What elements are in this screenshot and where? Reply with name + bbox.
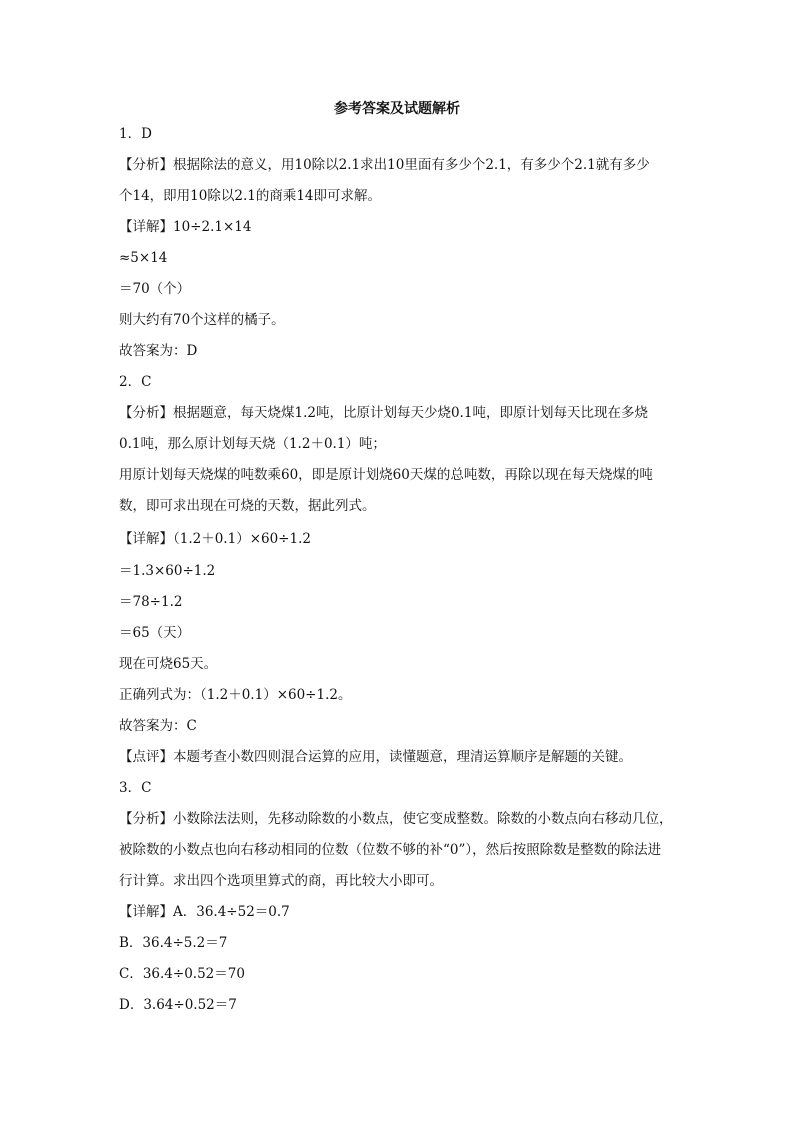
page-title: 参考答案及试题解析 — [334, 101, 460, 117]
answer-3-detail-option-a: 【详解】A．36.4÷52＝0.7 — [119, 904, 290, 920]
answer-1-conclusion: 则大约有70个这样的橘子。 — [119, 312, 285, 328]
answer-2-detail-line-4: ＝65（天） — [119, 625, 191, 641]
answer-2-detail-line-2: ＝1.3×60÷1.2 — [119, 563, 216, 579]
answer-2-correct-formula: 正确列式为：（1.2＋0.1）×60÷1.2。 — [119, 687, 352, 703]
answer-3-detail-option-b: B．36.4÷5.2＝7 — [119, 935, 228, 951]
answer-2-conclusion: 现在可烧65天。 — [119, 656, 218, 672]
answer-2-final: 故答案为：C — [119, 718, 197, 734]
answer-1-detail-line-2: ≈5×14 — [119, 250, 168, 266]
answer-3-detail-option-d: D．3.64÷0.52＝7 — [119, 997, 237, 1013]
answer-1-final: 故答案为：D — [119, 343, 198, 359]
answer-1-analysis-line-1: 【分析】根据除法的意义，用10除以2.1求出10里面有多少个2.1，有多少个2.1就有多少 — [119, 157, 650, 173]
answer-1-analysis-line-2: 个14，即用10除以2.1的商乘14即可求解。 — [119, 188, 382, 204]
answer-2-detail-line-1: 【详解】（1.2＋0.1）×60÷1.2 — [119, 531, 311, 547]
answer-3-analysis-line-3: 行计算。求出四个选项里算式的商，再比较大小即可。 — [119, 873, 443, 889]
answer-3-analysis-line-1: 【分析】小数除法法则，先移动除数的小数点，使它变成整数。除数的小数点向右移动几位， — [119, 811, 673, 827]
answer-2-analysis-line-4: 数，即可求出现在可烧的天数，据此列式。 — [119, 498, 376, 514]
answer-2-analysis-line-2: 0.1吨，那么原计划每天烧（1.2＋0.1）吨； — [119, 436, 386, 452]
answer-1-heading: 1．D — [119, 126, 152, 142]
answer-2-comment: 【点评】本题考查小数四则混合运算的应用，读懂题意，理清运算顺序是解题的关键。 — [119, 749, 632, 765]
answer-2-heading: 2．C — [119, 374, 152, 390]
answer-2-analysis-line-1: 【分析】根据题意，每天烧煤1.2吨，比原计划每天少烧0.1吨，即原计划每天比现在多烧 — [119, 405, 648, 421]
answer-3-heading: 3．C — [119, 780, 152, 796]
answer-3-analysis-line-2: 被除数的小数点也向右移动相同的位数（位数不够的补“0”），然后按照除数是整数的除法进 — [119, 842, 662, 858]
answer-2-detail-line-3: ＝78÷1.2 — [119, 594, 183, 610]
answer-1-detail-line-1: 【详解】10÷2.1×14 — [119, 219, 252, 235]
answer-3-detail-option-c: C．36.4÷0.52＝70 — [119, 966, 245, 982]
answer-2-analysis-line-3: 用原计划每天烧煤的吨数乘60，即是原计划烧60天煤的总吨数，再除以现在每天烧煤的吨 — [119, 467, 653, 483]
answer-1-detail-line-3: ＝70（个） — [119, 281, 191, 297]
